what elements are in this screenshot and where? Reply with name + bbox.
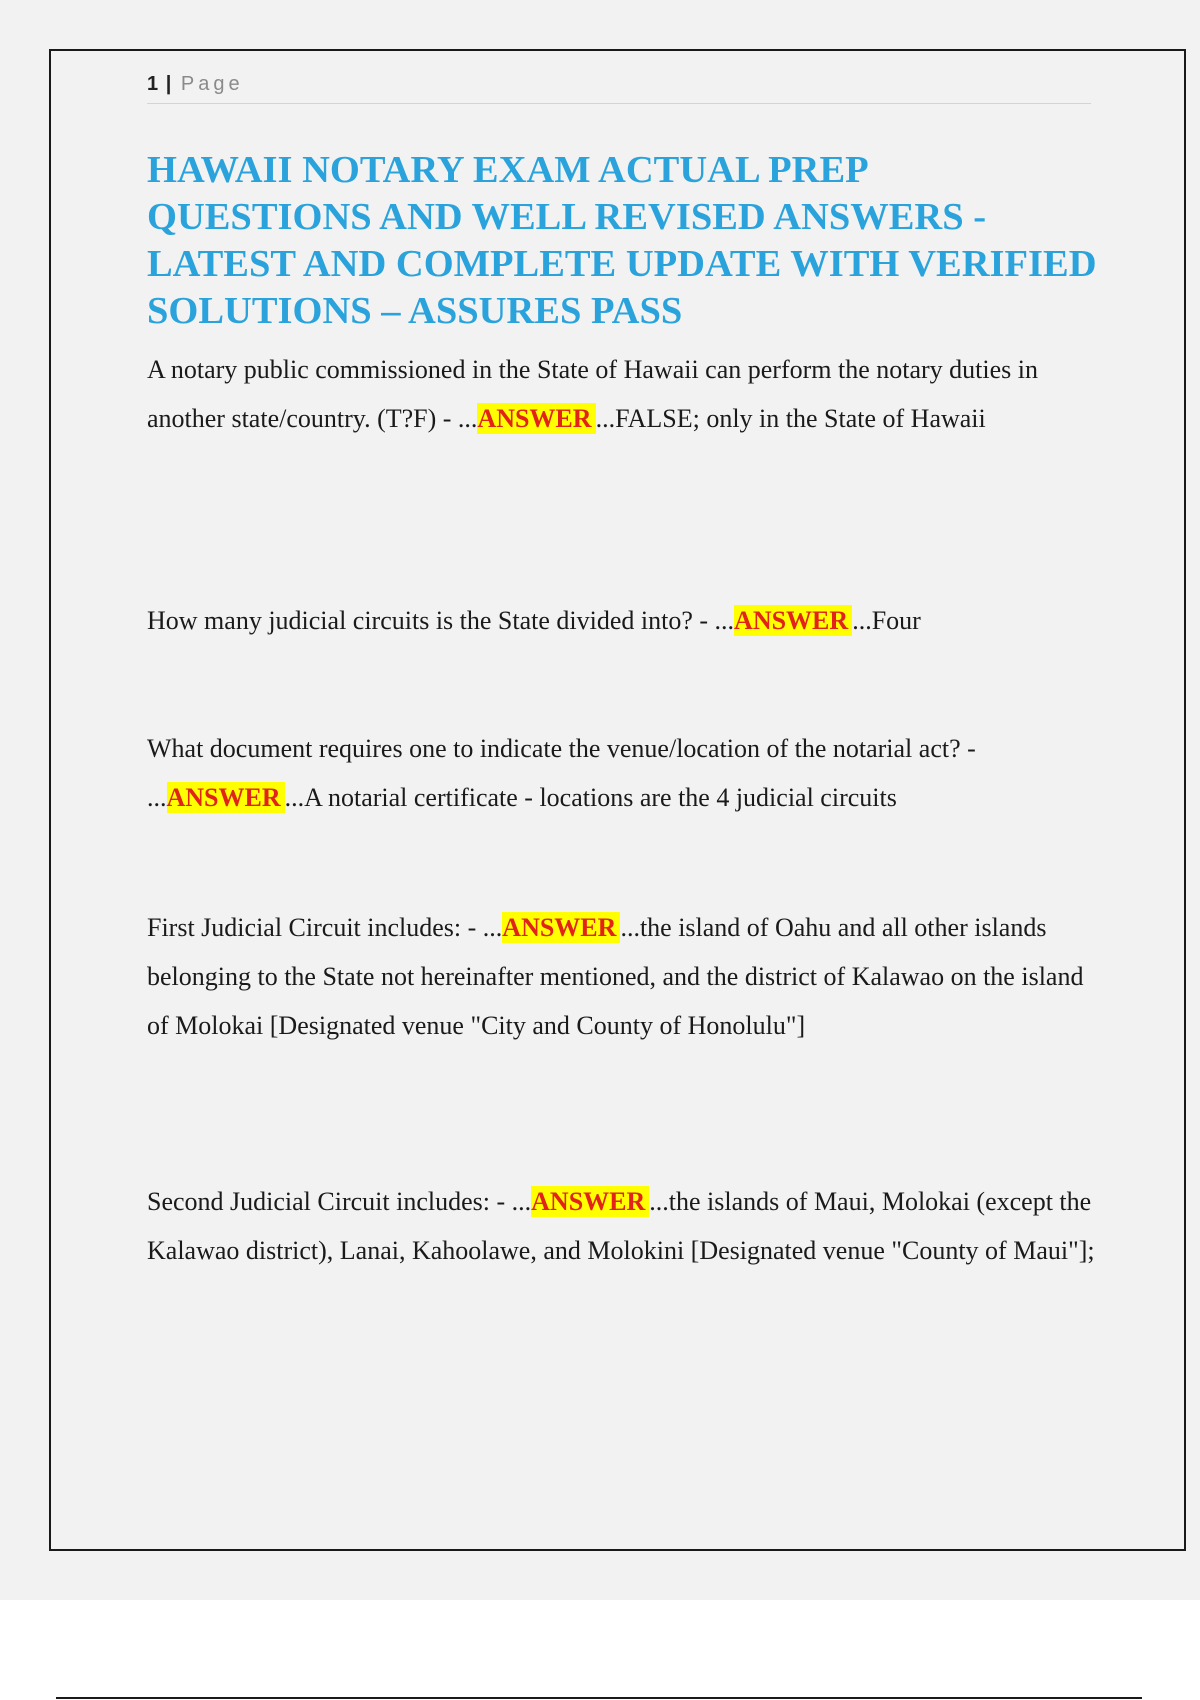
question-text: Second Judicial Circuit includes: - ... <box>147 1187 532 1216</box>
qa-item <box>147 596 1107 645</box>
footer-rule <box>56 1697 1142 1699</box>
question-text: A notary public commissioned in the State of Hawaii can perform the notary duties in another state/country. (T?F) - ... <box>147 355 1039 433</box>
qa-item <box>147 345 1107 443</box>
answer-text: ...Four <box>852 606 921 635</box>
header-separator: | <box>165 73 172 95</box>
answer-text: ...the island of Oahu and all other islands belonging to the State not hereinafter mentioned, and the district of Kalawao on the island of Molokai [Designated venue "City and County of Honolulu"] <box>147 913 1084 1040</box>
qa-item <box>147 903 1107 1050</box>
answer-text: ...FALSE; only in the State of Hawaii <box>595 404 986 433</box>
page-number: 1 <box>147 73 159 95</box>
document-title: HAWAII NOTARY EXAM ACTUAL PREP QUESTIONS AND WELL REVISED ANSWERS - LATEST AND COMPLETE UPDATE WITH VERIFIED SOLUTIONS – ASSURES PASS <box>147 149 1097 332</box>
answer-marker: ANSWER <box>531 1186 649 1217</box>
answer-marker: ANSWER <box>477 403 595 434</box>
page-header <box>147 73 1091 104</box>
answer-marker: ANSWER <box>502 912 620 943</box>
question-text: First Judicial Circuit includes: - ... <box>147 913 503 942</box>
answer-text: ...the islands of Maui, Molokai (except the Kalawao district), Lanai, Kahoolawe, and Molokini [Designated venue "County of Maui"]; <box>147 1187 1095 1265</box>
answer-text: ...A notarial certificate - locations are the 4 judicial circuits <box>284 783 897 812</box>
answer-marker: ANSWER <box>734 605 852 636</box>
qa-item <box>147 1177 1107 1275</box>
page-label: Page <box>180 73 244 95</box>
page-frame <box>49 49 1186 1551</box>
answer-marker: ANSWER <box>167 782 285 813</box>
question-text: How many judicial circuits is the State divided into? - ... <box>147 606 735 635</box>
question-text: What document requires one to indicate the venue/location of the notarial act? - ... <box>147 734 976 812</box>
qa-item <box>147 724 1107 822</box>
